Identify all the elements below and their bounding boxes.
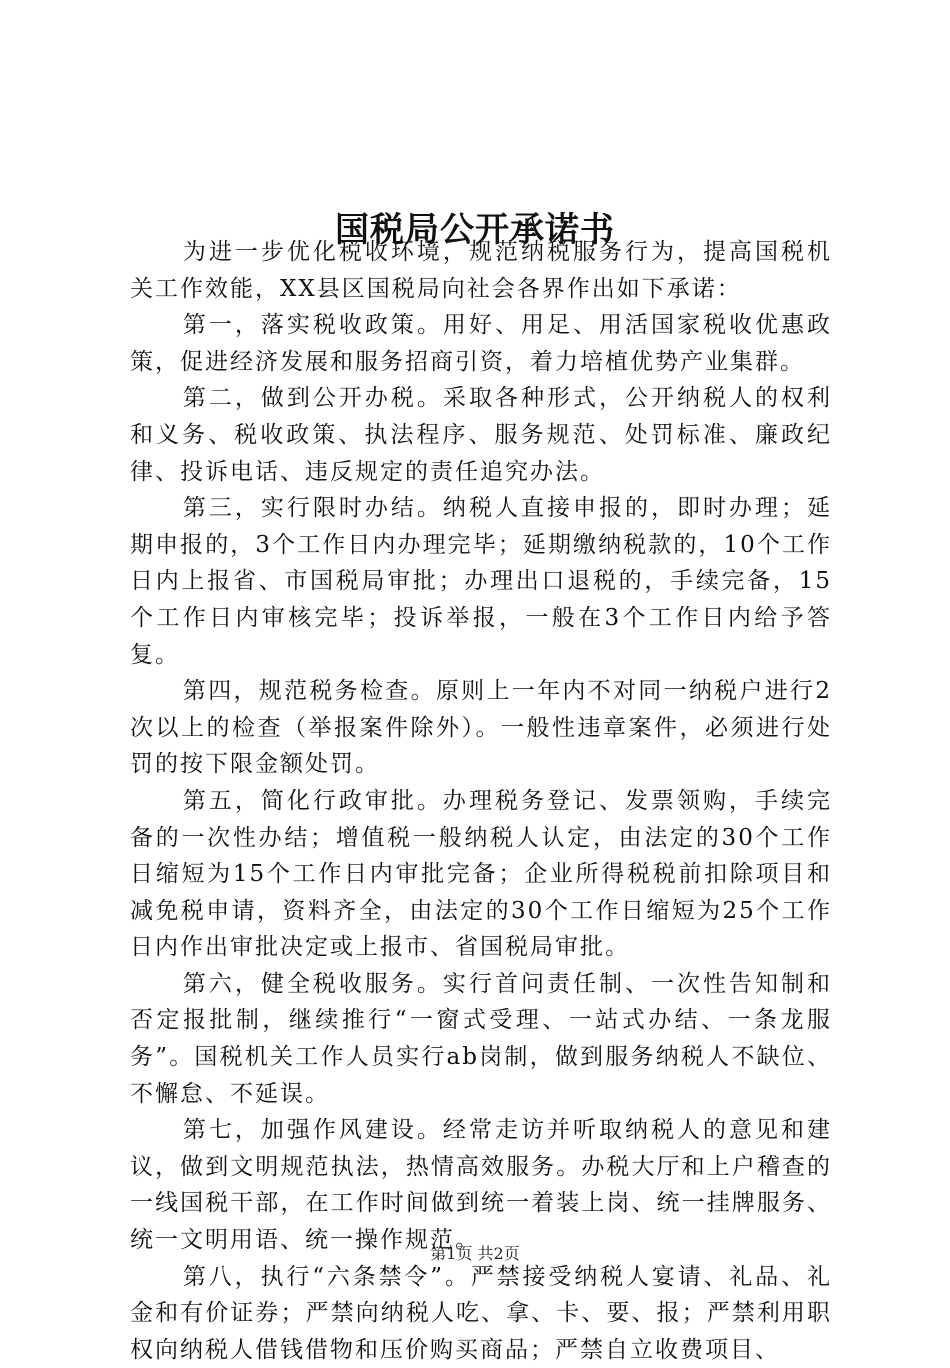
paragraph-item-8: 第八，执行“六条禁令”。严禁接受纳税人宴请、礼品、礼金和有价证券；严禁向纳税人吃、拿、卡、要、报；严禁利用职权向纳税人借钱借物和压价购买商品；严禁自立收费项目、 bbox=[130, 1263, 832, 1363]
paragraph-item-3: 第三，实行限时办结。纳税人直接申报的，即时办理；延期申报的，3个工作日内办理完毕；延期缴纳税款的，10个工作日内上报省、市国税局审批；办理出口退税的，手续完备，15个工作日内审核完毕；投诉举报，一般在3个工作日内给予答复。 bbox=[130, 495, 832, 668]
document-body bbox=[130, 234, 832, 1368]
paragraph-item-6: 第六，健全税收服务。实行首问责任制、一次性告知制和否定报批制，继续推行“一窗式受理、一站式办结、一条龙服务”。国税机关工作人员实行ab岗制，做到服务纳税人不缺位、不懈怠、不延误。 bbox=[130, 970, 832, 1107]
paragraph-item-2: 第二，做到公开办税。采取各种形式，公开纳税人的权利和义务、税收政策、执法程序、服务规范、处罚标准、廉政纪律、投诉电话、违反规定的责任追究办法。 bbox=[130, 385, 832, 485]
document-title: 国税局公开承诺书 bbox=[335, 209, 615, 250]
paragraph-item-1: 第一，落实税收政策。用好、用足、用活国家税收优惠政策，促进经济发展和服务招商引资，着力培植优势产业集群。 bbox=[130, 312, 832, 375]
paragraph-item-4: 第四，规范税务检查。原则上一年内不对同一纳税户进行2次以上的检查（举报案件除外）。一般性违章案件，必须进行处罚的按下限金额处罚。 bbox=[130, 678, 832, 778]
paragraph-intro: 为进一步优化税收环境，规范纳税服务行为，提高国税机关工作效能，XX县区国税局向社会各界作出如下承诺： bbox=[130, 239, 832, 302]
paragraph-item-7: 第七，加强作风建设。经常走访并听取纳税人的意见和建议，做到文明规范执法，热情高效服务。办税大厅和上户稽查的一线国税干部，在工作时间做到统一着装上岗、统一挂牌服务、统一文明用语、统一操作规范。 bbox=[130, 1117, 832, 1254]
page-footer: 第1页 共2页 bbox=[430, 1244, 520, 1263]
paragraph-item-5: 第五，简化行政审批。办理税务登记、发票领购，手续完备的一次性办结；增值税一般纳税人认定，由法定的30个工作日缩短为15个工作日内审批完备；企业所得税税前扣除项目和减免税申请，资料齐全，由法定的30个工作日缩短为25个工作日内作出审批决定或上报市、省国税局审批。 bbox=[130, 787, 832, 961]
